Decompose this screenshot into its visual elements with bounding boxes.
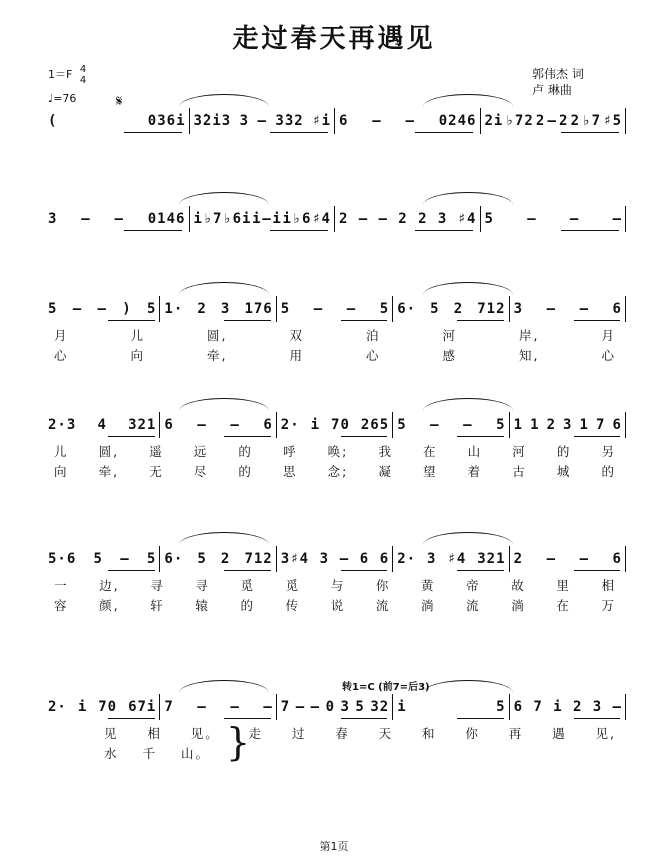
lyric-word: 寻 [150,578,165,593]
slur-arc [179,532,269,545]
page-number: 第1页 [319,840,349,853]
note: – [295,699,306,715]
note: 265 [360,417,390,433]
lyric-word: 相 [147,726,162,741]
note: i [282,211,292,227]
note: 6 [263,417,273,433]
note: 2 [546,417,556,433]
lyric-line [44,442,626,460]
lyric-word: 牵, [98,464,120,479]
note: 5 [484,211,494,227]
note: ( [48,113,58,129]
note: – [378,211,388,227]
note: 0 [325,699,335,715]
note: – [546,551,557,567]
repeat-brace: } [226,720,251,764]
note: 67i [128,699,157,715]
modulation-note: 转1=C (前7=后3) [342,682,430,693]
lyric-word: 古 [512,464,527,479]
lyric-word: 心 [601,348,616,363]
note: 2 [570,113,581,129]
note: – [569,211,580,227]
note: ♭6i [223,211,252,227]
slur-arc [179,94,269,107]
time-top: 4 [79,64,87,75]
note: – [527,211,537,227]
lyric-word: 说 [330,598,346,613]
note: 2 [197,301,207,317]
note: ♯4 [312,211,331,227]
lyric-word: 山。 [181,746,211,761]
barline [625,108,626,134]
tempo-marking: ♩=76 [48,92,77,105]
barline [625,206,626,232]
credits [532,66,584,98]
beam-line [574,320,621,321]
lyric-word: 一 [54,578,69,593]
lyric-word: 我 [378,444,393,459]
notation-row [44,690,626,724]
note: 3 [319,551,330,567]
note: ) [122,301,132,317]
note: 5 [146,551,157,567]
note: i [310,417,321,433]
note: – [72,301,83,317]
lyric-word: 过 [291,726,307,741]
lyric-word: 凝 [378,464,393,479]
note: – [346,301,357,317]
lyric-word: 圆, [207,328,228,343]
note: i [193,211,203,227]
lyric-word: 水 [104,746,119,761]
note: 3 [48,211,58,227]
lyric-word: 与 [330,578,346,593]
note: 7 [164,699,174,715]
note: 6· [397,301,417,317]
beam-line [561,230,619,231]
note: 5 [146,301,157,317]
note: 3 [592,699,603,715]
time-bottom: 4 [79,75,87,86]
lyric-word: 轩 [150,598,165,613]
key-label: 1＝F [48,68,73,81]
lyric-word: 边, [99,578,120,593]
note: 2 [418,211,428,227]
beam-line [108,436,155,437]
lyric-word: 流 [466,598,481,613]
note: – [230,699,240,715]
note: 3 [427,551,437,567]
slur-arc [423,192,513,205]
lyric-word: 圆, [98,444,120,459]
note: 7 [596,417,606,433]
beam-line [108,718,155,719]
beam-line [415,132,473,133]
note: 3 [239,113,250,129]
beam-line [574,570,621,571]
key-signature [48,64,86,86]
note: 6 [164,417,174,433]
beam-line [341,718,388,719]
note: 70 [98,699,118,715]
lyric-word: 淌 [511,598,526,613]
lyric-word: 无 [149,464,164,479]
beam-line [108,320,155,321]
lyric-word: 城 [556,464,572,479]
beam-line [270,230,328,231]
lyric-word: 月 [601,328,616,343]
note: 3 [563,417,573,433]
note: ♭7 [582,113,602,129]
note: 5 [379,301,390,317]
lyric-word: 走 [248,726,264,741]
note: – [262,211,272,227]
slur-arc [423,680,513,693]
note: 2 [572,699,583,715]
lyric-word: 帝 [466,578,481,593]
lyric-word: 你 [465,726,480,741]
slur-arc [423,94,513,107]
lyric-word: 颜, [99,598,120,613]
note: 3̇2i3 [193,113,232,129]
note: – [547,113,557,129]
slur-arc [179,282,269,295]
note: 5 [355,699,365,715]
beam-line [224,718,271,719]
note: 5 [93,551,103,567]
note: 7 [533,699,543,715]
beam-line [124,230,182,231]
barline [625,546,626,572]
note: 321 [477,551,506,567]
note: – [313,301,324,317]
barline [625,412,626,438]
note: 5·6 [48,551,77,567]
note: 2 [398,211,408,227]
lyric-word: 远 [193,444,209,459]
note: ♭6 [292,211,312,227]
lyric-word: 辕 [195,598,210,613]
lyric-word: 呼 [283,444,298,459]
note: 6 [339,113,349,129]
note: 2· [48,699,67,715]
lyric-word: 春 [335,726,350,741]
note: 6 [359,551,370,567]
beam-line [457,320,504,321]
lyric-word: 天 [378,726,394,741]
note: ♯5 [603,113,622,129]
note: – [339,551,350,567]
beam-line [341,570,388,571]
lyric-word: 河 [442,328,457,343]
lyric-word: 和 [422,726,437,741]
lyric-line [44,346,626,364]
note: – [372,113,382,129]
note: ♭7 [203,211,223,227]
note: 2· [280,417,300,433]
lyric-line [44,724,626,742]
note: 2 [535,113,546,129]
note: 2i [484,113,504,129]
note: ♭72 [505,113,534,129]
note: 5 [496,417,506,433]
lyric-word: 牵, [207,348,228,363]
note: 0246 [438,113,477,129]
time-signature [80,64,86,86]
beam-line [457,718,504,719]
lyric-word: 望 [423,464,438,479]
beam-line [574,718,621,719]
lyric-word: 儿 [54,444,69,459]
note: 6· [164,551,184,567]
lyric-line [44,462,626,480]
note: 176 [244,301,273,317]
note: 5 [397,417,407,433]
note: 70 [331,417,350,433]
note: 4 [97,417,107,433]
note: 2 [453,301,464,317]
lyric-word: 尽 [193,464,209,479]
lyric-word: 的 [601,464,616,479]
note: 036i [147,113,186,129]
note: – [263,699,273,715]
lyric-word: 心 [54,348,69,363]
barline [625,694,626,720]
beam-line [224,436,271,437]
note: – [546,301,557,317]
beam-line [224,320,271,321]
note: 5 [197,551,207,567]
note: 32 [370,699,390,715]
note: 2· [397,551,417,567]
lyric-word: 向 [54,464,69,479]
lyric-word: 再 [508,726,524,741]
lyric-word: 用 [289,348,304,363]
note: – [81,211,91,227]
beam-line [457,570,504,571]
lyric-word: 里 [556,578,571,593]
note: – [120,551,130,567]
note: 2·3 [48,417,77,433]
note: 1 [579,417,589,433]
note: 6 [612,301,622,317]
lyric-word: 儿 [130,328,146,343]
note: – [579,301,589,317]
lyric-word: 觅 [285,578,301,593]
note: 2 [220,551,231,567]
slur-arc [423,282,513,295]
note: 5 [48,301,58,317]
lyric-line [44,576,626,594]
beam-line [561,132,619,133]
note: 6 [379,551,390,567]
lyric-line [44,326,626,344]
lyric-word: 唤; [327,444,349,459]
lyric-word: 万 [601,598,616,613]
note: i [252,211,262,227]
lyric-word: 心 [365,348,381,363]
lyric-word: 在 [556,598,571,613]
lyric-word: 千 [142,746,158,761]
note: 3 [220,301,231,317]
note: 2 [559,113,569,129]
note: 6 [513,699,524,715]
lyric-word: 思 [283,464,298,479]
note: 2 [513,551,524,567]
lyric-word: 流 [375,598,391,613]
beam-line [341,436,388,437]
lyric-word: 泊 [365,328,381,343]
beam-line [270,132,328,133]
lyric-word: 容 [54,598,69,613]
slur-arc [423,398,513,411]
notation-row [44,104,626,138]
lyric-word: 岸, [518,328,540,343]
lyric-word: 感 [442,348,457,363]
lyric-word: 遥 [149,444,164,459]
note: 0146 [147,211,186,227]
note: – [114,211,124,227]
note: 5 [496,699,506,715]
note: 1· [164,301,184,317]
lyric-word: 黄 [420,578,436,593]
note: – [97,301,107,317]
lyric-word: 见。 [190,726,220,741]
lyricist-credit: 郭伟杰 词 [532,67,584,81]
segno-sign: 𝄋 [116,92,123,110]
beam-line [224,570,271,571]
barline [625,296,626,322]
composer-credit: 卢 琳曲 [532,83,572,97]
note: – [463,417,473,433]
lyric-word: 你 [375,578,391,593]
lyric-word: 在 [423,444,438,459]
note: 712 [244,551,273,567]
lyric-word: 着 [467,464,483,479]
lyric-word: 故 [511,578,526,593]
note: – [579,551,589,567]
note: – [430,417,440,433]
note: – [612,211,622,227]
lyric-word: 念; [327,464,349,479]
beam-line [108,570,155,571]
note: 712 [477,301,506,317]
note: 3 [513,301,524,317]
lyric-word: 双 [289,328,304,343]
note: 6 [612,551,622,567]
note: – [197,417,207,433]
note: – [612,699,622,715]
note: 2 [339,211,349,227]
lyric-word: 觅 [240,578,255,593]
notation-row [44,292,626,326]
note: 5 [430,301,440,317]
slur-arc [423,532,513,545]
note: i [77,699,88,715]
notation-row [44,542,626,576]
lyric-word: 见, [595,726,616,741]
note: 1 [530,417,540,433]
lyric-word: 另 [601,444,616,459]
lyric-word: 河 [512,444,527,459]
note: – [358,211,369,227]
note: 3 [340,699,350,715]
lyric-word: 相 [601,578,616,593]
lyric-line [44,596,626,614]
lyric-line [44,744,626,762]
notation-row [44,202,626,236]
note: 7 [280,699,291,715]
song-title: 走过春天再遇见 [232,24,436,54]
lyric-word: 的 [556,444,572,459]
note: – [197,699,207,715]
lyric-word: 月 [54,328,69,343]
note: 1 [513,417,524,433]
beam-line [415,230,473,231]
lyric-word: 向 [130,348,146,363]
note: 6 [612,417,622,433]
beam-line [124,132,182,133]
beam-line [457,436,504,437]
lyric-word: 传 [285,598,301,613]
note: ♯4 [447,551,467,567]
note: 321 [128,417,157,433]
note: – [405,113,415,129]
note: ♯4 [457,211,477,227]
lyric-word: 淌 [420,598,436,613]
note: 5 [280,301,291,317]
note: – [230,417,240,433]
lyric-word: 山 [467,444,483,459]
note: i [272,211,282,227]
note: – [310,699,321,715]
lyric-word: 的 [238,444,253,459]
note: – [257,113,267,129]
lyric-word: 的 [240,598,255,613]
slur-arc [179,398,269,411]
note: i [397,699,407,715]
note: 3̇32 [275,113,304,129]
slur-arc [179,192,269,205]
note: 3 [437,211,448,227]
lyric-word: 见 [104,726,119,741]
beam-line [341,320,388,321]
note: 3♯4 [280,551,310,567]
lyric-word: 寻 [195,578,210,593]
note: i [553,699,563,715]
notation-row [44,408,626,442]
lyric-word: 的 [238,464,253,479]
note: ♯i [312,113,331,129]
beam-line [574,436,621,437]
lyric-word: 遇 [552,726,567,741]
slur-arc [179,680,269,693]
lyric-word: 知, [518,348,540,363]
